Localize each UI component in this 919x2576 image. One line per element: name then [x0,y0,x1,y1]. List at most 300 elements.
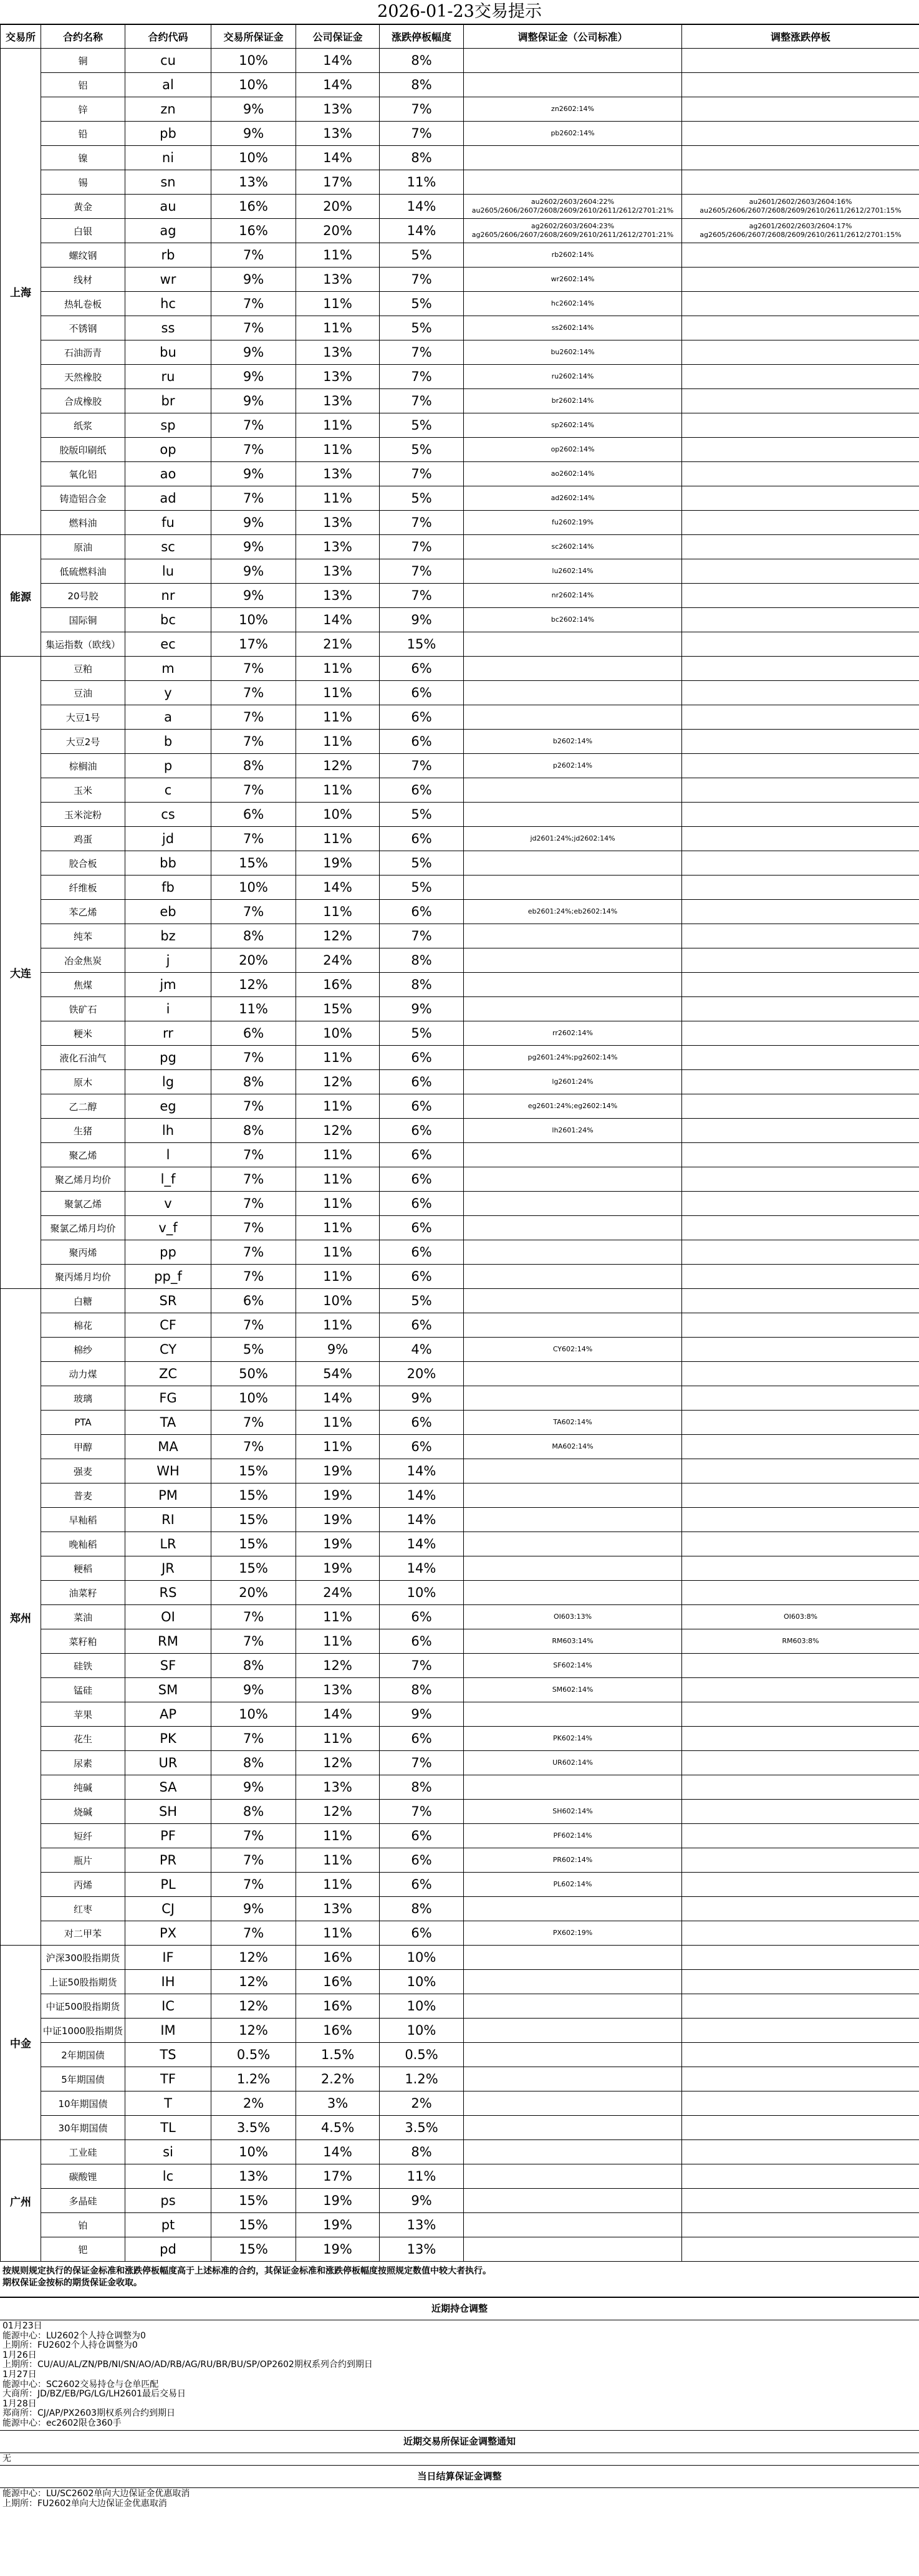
exchange-margin: 7% [211,413,296,438]
contract-name: 动力煤 [41,1362,125,1386]
company-margin: 12% [296,1751,380,1775]
price-limit: 7% [380,924,464,948]
contract-code: jd [125,827,211,851]
contract-code: rr [125,1021,211,1046]
price-limit: 9% [380,1702,464,1727]
adjusted-margin [464,1702,682,1727]
contract-code: SR [125,1289,211,1313]
contract-name: 冶金焦炭 [41,948,125,973]
adjusted-limit [682,1313,919,1338]
table-row [1,1021,919,1046]
price-limit: 6% [380,1143,464,1167]
table-row [1,1483,919,1508]
contract-code: lu [125,559,211,584]
contract-code: AP [125,1702,211,1727]
adjusted-margin [464,1313,682,1338]
adjusted-margin [464,1897,682,1921]
adjusted-limit [682,2213,919,2237]
price-limit: 6% [380,1848,464,1873]
company-margin: 24% [296,948,380,973]
contract-code: ao [125,462,211,486]
company-margin: 11% [296,1435,380,1459]
exchange-margin: 15% [211,2237,296,2262]
contract-code: ag [125,219,211,243]
adjusted-limit [682,389,919,413]
contract-name: 甲醇 [41,1435,125,1459]
contract-code: OI [125,1605,211,1629]
company-margin: 13% [296,389,380,413]
company-margin: 11% [296,705,380,730]
adjusted-limit [682,1727,919,1751]
adjusted-limit [682,1897,919,1921]
adjusted-limit [682,146,919,170]
table-row [1,1216,919,1240]
price-limit: 6% [380,1727,464,1751]
adjusted-margin [464,1143,682,1167]
contract-name: 液化石油气 [41,1046,125,1070]
company-margin: 11% [296,1629,380,1654]
exchange-margin: 15% [211,1483,296,1508]
contract-name: 粳米 [41,1021,125,1046]
exchange-margin: 7% [211,657,296,681]
contract-code: UR [125,1751,211,1775]
adjusted-limit [682,316,919,340]
contract-name: 多晶硅 [41,2189,125,2213]
contract-code: bb [125,851,211,876]
adjusted-margin [464,1289,682,1313]
contract-name: 线材 [41,268,125,292]
adjusted-limit [682,1532,919,1556]
exchange-margin: 7% [211,1167,296,1192]
table-row [1,851,919,876]
adjusted-margin [464,2164,682,2189]
price-limit: 5% [380,292,464,316]
company-margin: 11% [296,1216,380,1240]
table-row [1,122,919,146]
contract-name: 对二甲苯 [41,1921,125,1946]
price-limit: 4% [380,1338,464,1362]
price-limit: 8% [380,2140,464,2164]
adjusted-limit [682,1192,919,1216]
table-row [1,292,919,316]
table-row [1,462,919,486]
adjusted-limit [682,1094,919,1119]
contract-code: WH [125,1459,211,1483]
contract-code: sc [125,535,211,559]
company-margin: 11% [296,1411,380,1435]
table-row [1,2091,919,2116]
contract-code: i [125,997,211,1021]
contract-code: m [125,657,211,681]
contract-code: ru [125,365,211,389]
adjusted-limit [682,754,919,778]
adjusted-limit [682,973,919,997]
exchange-margin: 7% [211,243,296,268]
adjusted-margin: PX602:19% [464,1921,682,1946]
exchange-margin: 7% [211,1848,296,1873]
contract-code: j [125,948,211,973]
adjusted-margin: RM603:14% [464,1629,682,1654]
adjusted-limit [682,1143,919,1167]
table-row [1,632,919,657]
adjusted-margin: ag2602/2603/2604:23% ag2605/2606/2607/2608/2609/2610/2611/2612/2701:21% [464,219,682,243]
exchange-cell: 中金 [1,1946,41,2140]
adjusted-limit [682,803,919,827]
company-margin: 16% [296,2019,380,2043]
exchange-margin: 10% [211,73,296,97]
price-limit: 7% [380,535,464,559]
contract-name: 豆粕 [41,657,125,681]
contract-name: 铅 [41,122,125,146]
company-margin: 11% [296,413,380,438]
company-margin: 11% [296,1921,380,1946]
adjusted-margin [464,2213,682,2237]
adjusted-limit [682,1386,919,1411]
company-margin: 12% [296,1654,380,1678]
table-row [1,1556,919,1581]
price-limit: 6% [380,1119,464,1143]
company-margin: 17% [296,2164,380,2189]
contract-code: si [125,2140,211,2164]
company-margin: 19% [296,1532,380,1556]
adjusted-limit [682,948,919,973]
adjusted-margin [464,2067,682,2091]
adjusted-limit [682,1411,919,1435]
adjusted-limit [682,1459,919,1483]
contract-name: 原油 [41,535,125,559]
exchange-margin: 0.5% [211,2043,296,2067]
price-limit: 6% [380,1094,464,1119]
table-row [1,413,919,438]
contract-name: 不锈钢 [41,316,125,340]
exchange-margin: 7% [211,1605,296,1629]
contract-code: l [125,1143,211,1167]
exchange-margin: 8% [211,1751,296,1775]
table-row [1,146,919,170]
adjusted-limit [682,340,919,365]
contract-code: a [125,705,211,730]
company-margin: 13% [296,559,380,584]
contract-name: 锡 [41,170,125,195]
contract-name: 苹果 [41,1702,125,1727]
adjusted-limit [682,170,919,195]
contract-code: MA [125,1435,211,1459]
adjusted-limit [682,657,919,681]
adjusted-margin [464,2237,682,2262]
company-margin: 12% [296,1800,380,1824]
exchange-margin: 7% [211,1727,296,1751]
exchange-margin: 7% [211,827,296,851]
contract-code: cu [125,49,211,73]
exchange-margin: 7% [211,1240,296,1265]
adjusted-margin [464,1362,682,1386]
company-margin: 14% [296,1702,380,1727]
adjusted-limit [682,2189,919,2213]
price-limit: 6% [380,705,464,730]
contract-name: 焦煤 [41,973,125,997]
adjusted-margin: OI603:13% [464,1605,682,1629]
recent-margin-title: 近期交易所保证金调整通知 [0,2430,919,2453]
table-row [1,1119,919,1143]
adjusted-margin: rr2602:14% [464,1021,682,1046]
contract-code: PK [125,1727,211,1751]
table-row [1,1411,919,1435]
table-row [1,1921,919,1946]
contract-name: 菜籽粕 [41,1629,125,1654]
company-margin: 19% [296,851,380,876]
adjusted-margin: lh2601:24% [464,1119,682,1143]
adjusted-limit [682,608,919,632]
contract-code: au [125,195,211,219]
company-margin: 1.5% [296,2043,380,2067]
contract-name: 纤维板 [41,876,125,900]
adjusted-margin [464,49,682,73]
company-margin: 10% [296,803,380,827]
contract-name: 纸浆 [41,413,125,438]
contract-name: 强麦 [41,1459,125,1483]
adjusted-limit [682,511,919,535]
exchange-margin: 7% [211,1629,296,1654]
company-margin: 11% [296,1143,380,1167]
contract-name: 集运指数（欧线） [41,632,125,657]
contract-name: 胶合板 [41,851,125,876]
exchange-margin: 10% [211,49,296,73]
exchange-margin: 9% [211,268,296,292]
contract-code: ni [125,146,211,170]
adjusted-margin [464,1581,682,1605]
contract-code: rb [125,243,211,268]
contract-name: 生猪 [41,1119,125,1143]
table-row [1,2213,919,2237]
price-limit: 14% [380,195,464,219]
adjusted-limit [682,1751,919,1775]
price-limit: 8% [380,49,464,73]
contract-code: c [125,778,211,803]
exchange-margin: 3.5% [211,2116,296,2140]
price-limit: 6% [380,1629,464,1654]
table-row [1,657,919,681]
table-row [1,876,919,900]
company-margin: 14% [296,1386,380,1411]
table-row [1,803,919,827]
contract-code: JR [125,1556,211,1581]
adjusted-limit [682,292,919,316]
price-limit: 5% [380,413,464,438]
adjusted-limit [682,535,919,559]
exchange-margin: 6% [211,1289,296,1313]
column-header: 合约名称 [41,25,125,49]
adjusted-limit [682,1508,919,1532]
adjusted-margin: lu2602:14% [464,559,682,584]
contract-name: 石油沥青 [41,340,125,365]
adjusted-margin [464,1459,682,1483]
exchange-margin: 7% [211,292,296,316]
price-limit: 11% [380,170,464,195]
adjusted-limit [682,243,919,268]
recent-position-body: 01月23日 能源中心：LU2602个人持仓调整为0 上期所：FU2602个人持仓调整为0 1月26日 上期所：CU/AU/AL/ZN/PB/NI/SN/AO/AD/RB/AG/RU/BR/BU/SP/OP2602期权系列合约到期日 1月27日 能源中心：SC2602交易持仓与仓单匹配 大商所：JD/BZ/EB/PG/LG/LH2601最后交易日 1月28日 郑商所：CJ/AP/PX2603期权系列合约到期日 能源中心：ec2602限仓360手 [2,2321,373,2428]
adjusted-limit [682,268,919,292]
company-margin: 11% [296,486,380,511]
adjusted-limit [682,778,919,803]
contract-name: 中证1000股指期货 [41,2019,125,2043]
adjusted-limit: ag2601/2602/2603/2604:17% ag2605/2606/2607/2608/2609/2610/2611/2612/2701:15% [682,219,919,243]
company-margin: 13% [296,365,380,389]
adjusted-limit [682,730,919,754]
adjusted-margin [464,2116,682,2140]
contract-name: 聚氯乙烯 [41,1192,125,1216]
contract-name: 胶版印刷纸 [41,438,125,462]
company-margin: 10% [296,1289,380,1313]
company-margin: 12% [296,924,380,948]
table-row [1,2067,919,2091]
table-row [1,1897,919,1921]
contract-name: 棕榈油 [41,754,125,778]
price-limit: 13% [380,2213,464,2237]
adjusted-margin: rb2602:14% [464,243,682,268]
exchange-margin: 9% [211,462,296,486]
contract-name: 5年期国债 [41,2067,125,2091]
exchange-margin: 7% [211,1873,296,1897]
price-limit: 14% [380,219,464,243]
company-margin: 13% [296,584,380,608]
table-row [1,1435,919,1459]
company-margin: 16% [296,1994,380,2019]
adjusted-margin [464,1946,682,1970]
company-margin: 13% [296,462,380,486]
contract-name: 丙烯 [41,1873,125,1897]
contract-code: ec [125,632,211,657]
exchange-margin: 7% [211,705,296,730]
price-limit: 6% [380,730,464,754]
contract-code: lh [125,1119,211,1143]
price-limit: 6% [380,657,464,681]
contract-name: 铸造铝合金 [41,486,125,511]
exchange-margin: 12% [211,1970,296,1994]
adjusted-limit [682,1021,919,1046]
price-limit: 5% [380,316,464,340]
table-row [1,1289,919,1313]
contract-code: IC [125,1994,211,2019]
company-margin: 14% [296,73,380,97]
exchange-margin: 7% [211,1192,296,1216]
adjusted-limit [682,1046,919,1070]
contract-name: 国际铜 [41,608,125,632]
exchange-margin: 15% [211,851,296,876]
exchange-margin: 10% [211,1386,296,1411]
price-limit: 6% [380,1435,464,1459]
adjusted-margin [464,1265,682,1289]
price-limit: 6% [380,1265,464,1289]
table-row [1,1775,919,1800]
table-row [1,316,919,340]
company-margin: 19% [296,1556,380,1581]
exchange-margin: 15% [211,1532,296,1556]
adjusted-margin: sp2602:14% [464,413,682,438]
company-margin: 14% [296,876,380,900]
company-margin: 17% [296,170,380,195]
exchange-margin: 17% [211,632,296,657]
adjusted-margin [464,632,682,657]
exchange-cell: 郑州 [1,1289,41,1946]
adjusted-margin [464,778,682,803]
exchange-margin: 9% [211,389,296,413]
adjusted-limit [682,2043,919,2067]
contract-name: 钯 [41,2237,125,2262]
column-header: 合约代码 [125,25,211,49]
price-limit: 14% [380,1459,464,1483]
contract-code: IM [125,2019,211,2043]
table-row [1,2019,919,2043]
company-margin: 11% [296,1727,380,1751]
exchange-margin: 7% [211,1824,296,1848]
adjusted-margin [464,924,682,948]
price-limit: 9% [380,1386,464,1411]
price-limit: 8% [380,73,464,97]
price-limit: 9% [380,997,464,1021]
adjusted-limit [682,851,919,876]
contract-code: ZC [125,1362,211,1386]
price-limit: 7% [380,1751,464,1775]
price-limit: 7% [380,268,464,292]
table-row [1,754,919,778]
contract-code: SM [125,1678,211,1702]
price-limit: 7% [380,365,464,389]
adjusted-margin [464,1240,682,1265]
table-row [1,778,919,803]
exchange-margin: 15% [211,1459,296,1483]
exchange-margin: 9% [211,340,296,365]
price-limit: 1.2% [380,2067,464,2091]
contract-name: 20号胶 [41,584,125,608]
adjusted-margin: ru2602:14% [464,365,682,389]
contract-code: TA [125,1411,211,1435]
contract-name: 硅铁 [41,1654,125,1678]
company-margin: 11% [296,316,380,340]
contract-name: 晚籼稻 [41,1532,125,1556]
contract-name: 低硫燃料油 [41,559,125,584]
contract-name: 中证500股指期货 [41,1994,125,2019]
contract-code: IF [125,1946,211,1970]
adjusted-margin: UR602:14% [464,1751,682,1775]
adjusted-margin: SH602:14% [464,1800,682,1824]
adjusted-limit: OI603:8% [682,1605,919,1629]
exchange-margin: 6% [211,1021,296,1046]
settlement-body: 能源中心：LU/SC2602单向大边保证金优惠取消 上期所：FU2602单向大边保证金优惠取消 [2,2489,190,2509]
adjusted-margin [464,1167,682,1192]
adjusted-margin [464,997,682,1021]
table-row [1,681,919,705]
table-body [1,49,919,2262]
contract-name: PTA [41,1411,125,1435]
table-row [1,1800,919,1824]
contract-code: ss [125,316,211,340]
company-margin: 11% [296,1046,380,1070]
adjusted-margin: eg2601:24%;eg2602:14% [464,1094,682,1119]
contract-name: 普麦 [41,1483,125,1508]
price-limit: 14% [380,1532,464,1556]
contract-code: sn [125,170,211,195]
page-title: 2026-01-23交易提示 [0,0,919,24]
table-row [1,1313,919,1338]
adjusted-limit [682,2237,919,2262]
exchange-cell: 广州 [1,2140,41,2262]
adjusted-limit [682,1921,919,1946]
adjusted-limit [682,632,919,657]
adjusted-margin: b2602:14% [464,730,682,754]
adjusted-margin: bc2602:14% [464,608,682,632]
company-margin: 12% [296,1119,380,1143]
adjusted-margin: SM602:14% [464,1678,682,1702]
